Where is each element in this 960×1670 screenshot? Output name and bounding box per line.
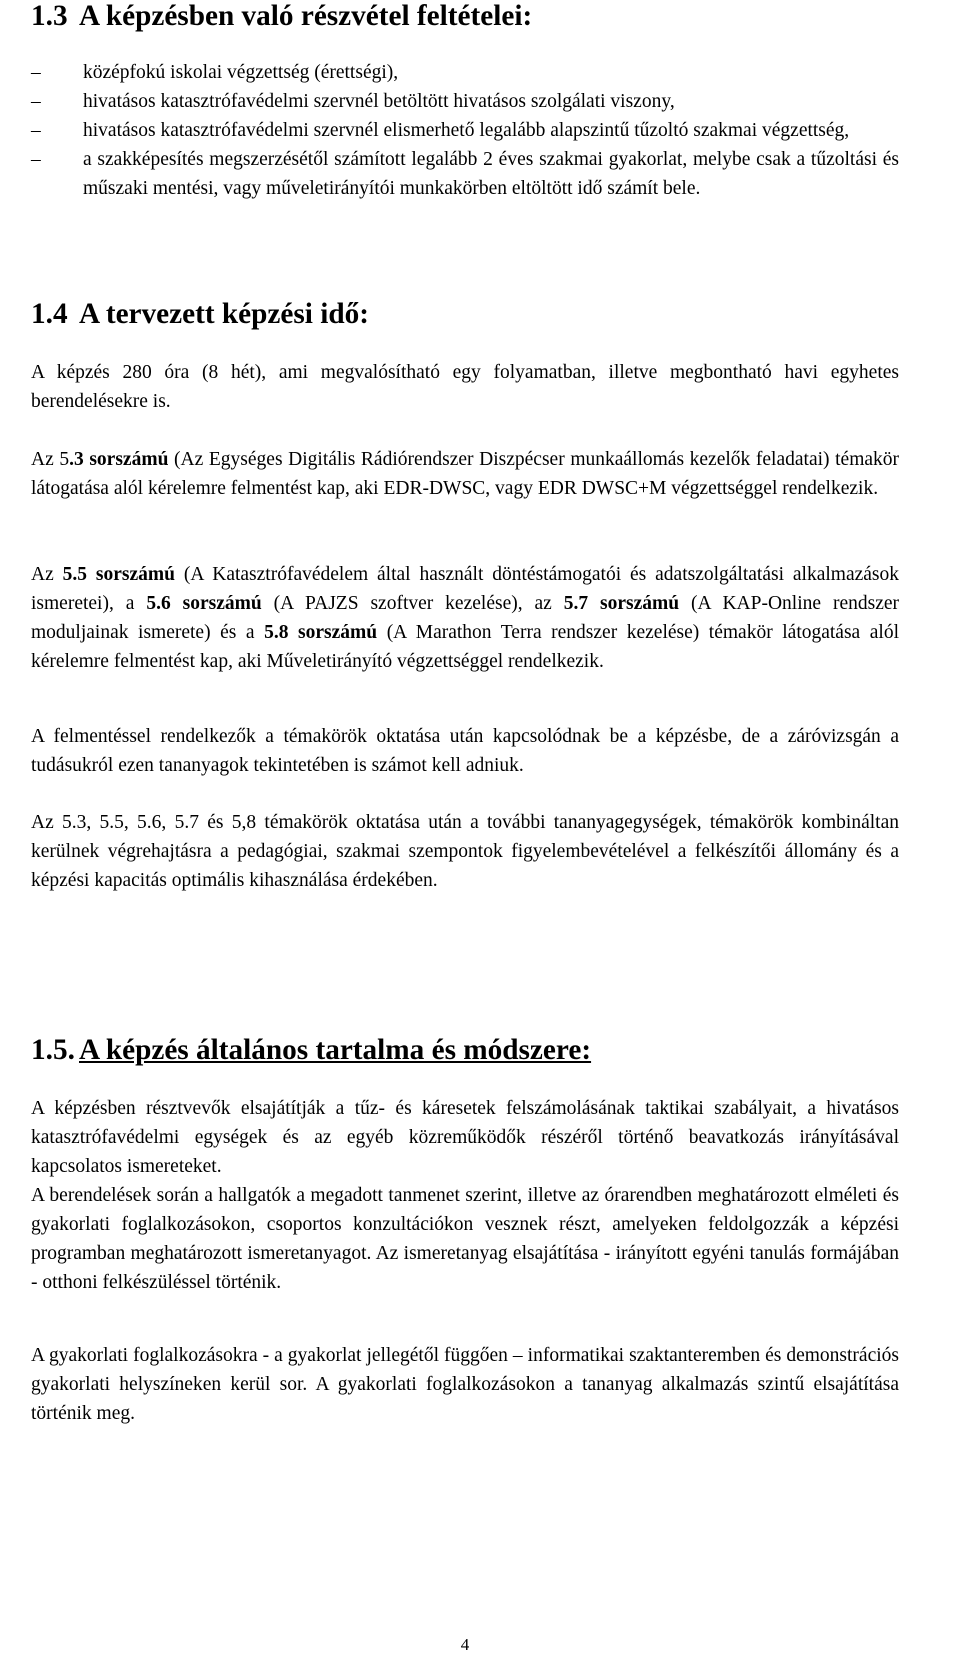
page-number: 4 xyxy=(460,1635,470,1654)
bold-run: 5.8 sorszámú xyxy=(264,622,378,643)
list-item xyxy=(31,116,899,145)
list-item xyxy=(31,58,899,87)
list-item xyxy=(31,145,899,203)
requirements-list xyxy=(31,58,899,203)
text-run: (A Marathon Terra rendszer kezelése) témakör látogatása alól kérelemre felmentést kap, aki Műveletirányító végzettséggel rendelkezik. xyxy=(31,622,899,672)
dash-bullet: – xyxy=(31,62,41,83)
exemption-operations-paragraph xyxy=(31,560,899,676)
section-1-5-heading xyxy=(31,1036,591,1065)
section-1-4-heading xyxy=(31,300,369,329)
section-title: A képzésben való részvétel feltételei: xyxy=(79,0,533,32)
text-run: Az xyxy=(31,564,63,585)
list-item-text: hivatásos katasztrófavédelmi szervnél betöltött hivatásos szolgálati viszony, xyxy=(83,91,675,112)
section-number: 1.5. xyxy=(31,1034,75,1066)
bold-run: 5.7 sorszámú xyxy=(563,593,680,614)
content-overview-paragraph: A képzésben résztvevők elsajátítják a tűz- és káresetek felszámolásának taktikai szabályait, a hivatásos katasztrófavédelmi egységek és az egyéb közreműködők részéről történő beavatkozás irányításával kapcsolatos ismereteket. xyxy=(31,1098,899,1177)
dash-bullet: – xyxy=(31,91,41,112)
bold-run: 5.5 sorszámú xyxy=(62,564,175,585)
section-1-3-heading xyxy=(31,2,532,31)
bold-run: .3 sorszámú xyxy=(69,449,169,470)
dash-bullet: – xyxy=(31,120,41,141)
combined-topics-paragraph: Az 5.3, 5.5, 5.6, 5.7 és 5,8 témakörök oktatása után a további tananyagegységek, témakörök kombináltan kerülnek végrehajtásra a pedagógiai, szakmai szempontok figyelembevételével a felkészítői állomány és a képzési kapacitás optimális kihasználása érdekében. xyxy=(31,812,899,891)
list-item xyxy=(31,87,899,116)
practical-sessions-paragraph: A gyakorlati foglalkozásokra - a gyakorlat jellegétől függően – informatikai szaktanteremben és demonstrációs gyakorlati helyszíneken kerül sor. A gyakorlati foglalkozásokon a tananyag alkalmazás szintű elsajátítása történik meg. xyxy=(31,1345,899,1424)
training-duration-paragraph: A képzés 280 óra (8 hét), ami megvalósítható egy folyamatban, illetve megbontható havi egyhetes berendelésekre is. xyxy=(31,362,899,412)
text-run: (A Katasztrófavédelem által használt döntéstámogatói és adatszolgáltatási alkalmazások ismeretei), a xyxy=(31,564,900,614)
text-run: (A PAJZS szoftver kezelése), az xyxy=(261,593,564,614)
section-number: 1.3 xyxy=(31,0,68,32)
text-run: (A KAP-Online rendszer moduljainak ismerete) és a xyxy=(31,593,900,643)
list-item-text: a szakképesítés megszerzésétől számított legalább 2 éves szakmai gyakorlat, melybe csak a tűzoltási és műszaki mentési, vagy műveletirányítói munkakörben eltöltött idő számít bele. xyxy=(83,149,899,199)
exemption-joining-paragraph: A felmentéssel rendelkezők a témakörök oktatása után kapcsolódnak be a képzésbe, de a záróvizsgán a tudásukról ezen tananyagok tekintetében is számot kell adniuk. xyxy=(31,726,899,776)
section-number: 1.4 xyxy=(31,298,68,330)
bold-run: 5.6 sorszámú xyxy=(146,593,262,614)
list-item-text: középfokú iskolai végzettség (érettségi), xyxy=(83,62,399,83)
section-title: A képzés általános tartalma és módszere: xyxy=(79,1034,592,1066)
text-run: (Az Egységes Digitális Rádiórendszer Diszpécser munkaállomás kezelők feladatai) témakör látogatása alól kérelemre felmentést kap, aki EDR-DWSC, vagy EDR DWSC+M végzettséggel rendelkezik. xyxy=(31,449,900,499)
exemption-edr-paragraph xyxy=(31,445,899,503)
sessions-paragraph: A berendelések során a hallgatók a megadott tanmenet szerint, illetve az órarendben meghatározott elméleti és gyakorlati foglalkozásokon, csoportos konzultációkon vesznek részt, amelyeken feldolgozzák a képzési programban meghatározott ismeretanyagot. Az ismeretanyag elsajátítása - irányított egyéni tanulás formájában - otthoni felkészüléssel történik. xyxy=(31,1185,899,1293)
dash-bullet: – xyxy=(31,149,41,170)
section-title: A tervezett képzési idő: xyxy=(79,298,369,330)
list-item-text: hivatásos katasztrófavédelmi szervnél elismerhető legalább alapszintű tűzoltó szakmai végzettség, xyxy=(83,120,850,141)
text-run: Az 5 xyxy=(31,449,70,470)
